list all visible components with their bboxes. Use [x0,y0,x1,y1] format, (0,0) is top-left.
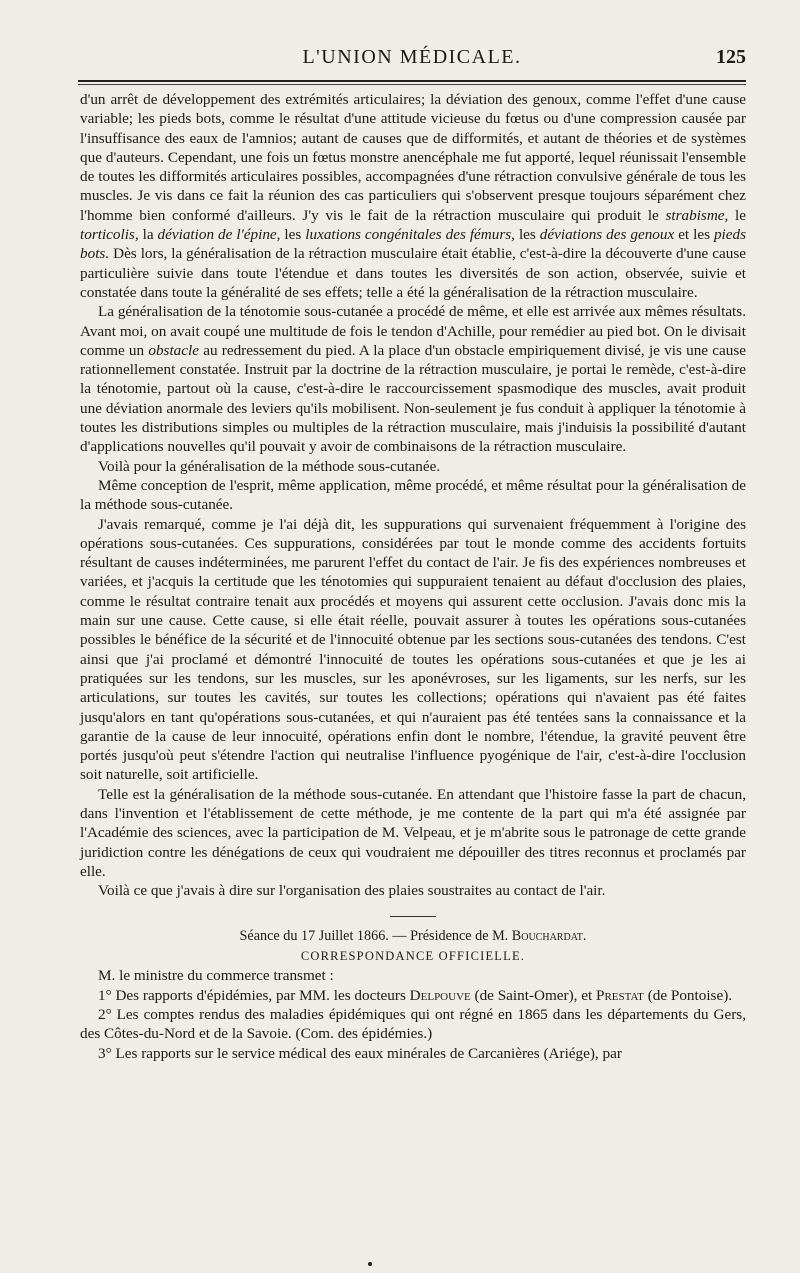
page-dot [368,1262,372,1266]
paragraph-1: d'un arrêt de développement des extrémités articulaires; la déviation des genoux, comme l'effet d'une cause variable; les pieds bots, comme le résultat d'une attitude vicieuse du fœtus ou d'une compression causée par l'insuffisance des eaux de l'amnios; autant de causes que de difformités, et autant de théories et de systèmes que d'auteurs. Cependant, une fois un fœtus monstre anencéphale me fut apporté, lequel réunissait l'ensemble de toutes les difformités articulaires possibles, accompagnées d'une rétraction convulsive générale de tous les muscles. Je vis dans ce fait la réunion des cas particuliers qui s'observent presque toujours séparément chez l'homme bien conformé d'ailleurs. J'y vis le fait de la rétraction musculaire qui produit le strabisme, le torticolis, la déviation de l'épine, les luxations congénitales des fémurs, les déviations des genoux et les pieds bots. Dès lors, la généralisation de la rétraction musculaire était établie, c'est-à-dire la découverte d'une cause particulière suivie dans toute l'étendue et dans toutes les diversités de son action, observée, suivie et constatée dans toute la généralité de ses effets; telle a été la généralisation de la rétraction musculaire. [80,91,747,301]
correspondence-heading: CORRESPONDANCE OFFICIELLE. [300,949,526,964]
header-rule-thin [78,84,746,85]
article-body [80,90,746,1063]
session-heading: Séance du 17 Juillet 1866. — Présidence de M. Bouchardat. [239,928,587,945]
running-title: L'UNION MÉDICALE. [302,46,522,68]
page-header [78,42,746,76]
header-rule [78,80,746,82]
paragraph-7: Voilà ce que j'avais à dire sur l'organisation des plaies soustraites au contact de l'air. [98,882,606,900]
paragraph-4: Même conception de l'esprit, même application, même procédé, et même résultat pour la généralisation de la méthode sous-cutanée. [80,476,746,514]
minister-line: M. le ministre du commerce transmet : [98,967,334,985]
page-number: 125 [716,46,746,68]
section-separator [390,916,436,917]
item-3: 3° Les rapports sur le service médical des eaux minérales de Carcanières (Ariége), par [98,1044,622,1062]
paragraph-5: J'avais remarqué, comme je l'ai déjà dit, les suppurations qui survenaient fréquemment à l'origine des opérations sous-cutanées. Ces suppurations, considérées par tout le monde comme des accidents fortuits résultant de causes indéterminées, me parurent l'effet du contact de l'air. Je fis des expériences nombreuses et variées, et j'acquis la certitude que les ténotomies qui suppuraient tenaient au défaut d'occlusion des plaies, comme le résultat contraire tenait aux procédés et moyens qui assurent cette occlusion. J'avais donc mis la main sur une cause. Cette cause, si elle était réelle, pouvait assurer à toutes les opérations sous-cutanées possibles le bénéfice de la sécurité et de l'innocuité obtenue par les sections sous-cutanées des tendons. C'est ainsi que j'ai proclamé et démontré l'innocuité de toutes les opérations sous-cutanées et que je les ai pratiquées sur les tendons, sur les muscles, sur les aponévroses, sur les ligaments, sur les nerfs, sur les articulations, sur toutes les cavités, sur toutes les collections; opérations qui n'avaient pas été faites jusqu'alors en tant qu'opérations sous-cutanées, et qui n'auraient pas été tentées sans la connaissance et la garantie de la cause de leur innocuité, opérations enfin dont le nombre, l'étendue, la gravité peuvent être portés jusqu'où peut s'étendre l'action qui neutralise l'influence pyogénique de l'air, c'est-à-dire l'occlusion soit naturelle, soit artificielle. [80,515,746,784]
item-2: 2° Les comptes rendus des maladies épidémiques qui ont régné en 1865 dans les départements du Gers, des Côtes-du-Nord et de la Savoie. (Com. des épidémies.) [80,1006,746,1043]
paragraph-6: Telle est la généralisation de la méthode sous-cutanée. En attendant que l'histoire fasse la part de chacun, dans l'invention et l'établissement de cette méthode, je me contente de la part qui m'a été assignée par l'Académie des sciences, avec la participation de M. Velpeau, et je m'abrite sous le patronage de cette grande juridiction contre les dénégations de ceux qui voudraient me dépouiller des titres reconnus et proclamés par elle. [80,785,746,880]
paragraph-2: La généralisation de la ténotomie sous-cutanée a procédé de même, et elle est arrivée aux mêmes résultats. Avant moi, on avait coupé une multitude de fois le tendon d'Achille, pour remédier au pied bot. On le divisait comme un obstacle au redressement du pied. A la place d'un obstacle empiriquement divisé, je vis une cause rationnellement constatée. Instruit par la doctrine de la rétraction musculaire, je portai le remède, c'est-à-dire la ténotomie, partout où la cause, c'est-à-dire le raccourcissement spasmodique des muscles, avait produit une déviation anormale des leviers qu'ils mobilisent. Non-seulement je fus conduit à appliquer la ténotomie à toutes les distributions simples ou multiples de la rétraction musculaire, mais j'induisis la possibilité d'autant d'applications nouvelles qu'il pouvait y avoir de combinaisons de la rétraction musculaire. [80,303,746,456]
item-1: 1° Des rapports d'épidémies, par MM. les docteurs Delpouve (de Saint-Omer), et Prestat (de Pontoise). [98,986,733,1004]
paragraph-3: Voilà pour la généralisation de la méthode sous-cutanée. [98,457,441,475]
